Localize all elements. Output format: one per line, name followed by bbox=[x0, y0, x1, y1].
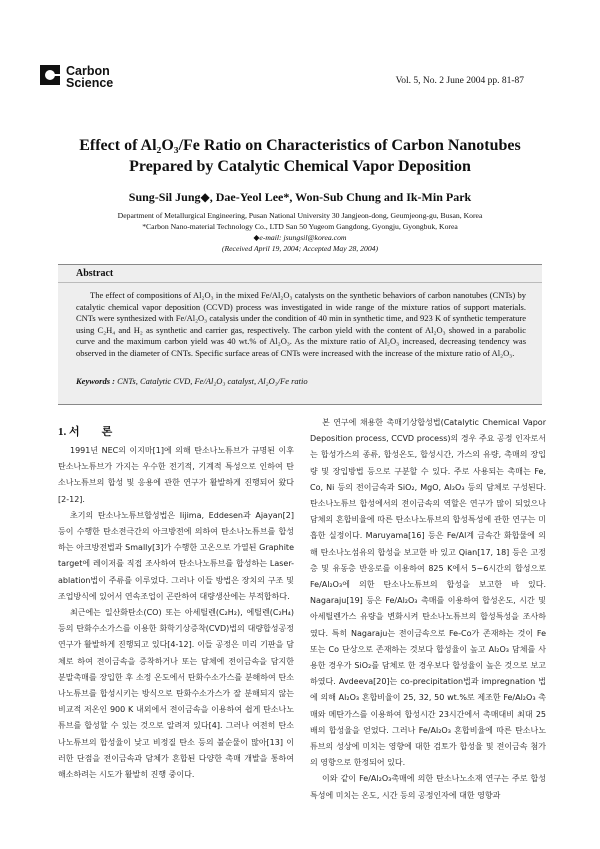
affiliation-2: *Carbon Nano-material Technology Co., LTD San 50 Yugeom Gangdong, Gyongju, Gyongbuk, Korea bbox=[142, 222, 458, 231]
abstract-bottom-rule bbox=[58, 404, 542, 405]
section-heading-introduction: 1. 서 론 bbox=[58, 426, 113, 438]
abstract-top-rule bbox=[58, 264, 542, 265]
body-paragraph: 이와 같이 Fe/Al₂O₃촉매에 의한 탄소나노소재 연구는 주로 합성특성에 미치는 온도, 시간 등의 공정인자에 대한 영향과 bbox=[310, 774, 546, 800]
body-paragraph: 최근에는 일산화탄소(CO) 또는 아세틸렌(C₂H₂), 에틸렌(C₂H₄) 등의 탄화수소가스를 이용한 화학기상증착(CVD)법의 대량합성공정연구가 활발하게 진행되고 있다[4-12]. 이들 공정은 미리 기판을 담체로 하여 전이금속을 증착하거나 또는 담체에 전이금속을 담지한 분말촉매를 장입한 후 소정 온도에서 탄화수소가스를 분해하여 탄소나노튜브를 합성시키는 방식으로 탄화수소가스가 잘 분해되지 않는 비교적 저온인 900 K 내외에서 전이금속을 이용하여 쉽게 탄소나노튜브를 합성할 수 있는 것으로 알려져 있다[4]. 그러나 여전히 탄소나노튜브의 합성율이 낮고 비정질 탄소 등의 불순물이 많아[13] 이러한 단점을 전이금속과 담체가 혼합된 다양한 촉매 개발을 통하여 해소하려는 시도가 활발히 진행 중이다. bbox=[58, 608, 294, 780]
abstract-heading-rule bbox=[58, 282, 542, 283]
keywords-list: CNTs, Catalytic CVD, Fe/Al₂O₃ catalyst, Al₂O₃/Fe ratio bbox=[114, 376, 308, 386]
journal-logo bbox=[40, 65, 113, 89]
title-line-1: Effect of Al₂O₃/Fe Ratio on Characteristics of Carbon Nanotubes bbox=[79, 137, 521, 154]
author-list: Sung-Sil Jung◆, Dae-Yeol Lee*, Won-Sub Chung and Ik-Min Park bbox=[128, 190, 472, 204]
received-dates: (Received April 19, 2004; Accepted May 28, 2004) bbox=[221, 244, 379, 253]
title-line-2: Prepared by Catalytic Chemical Vapor Deposition bbox=[129, 158, 471, 175]
body-column-right bbox=[310, 415, 546, 804]
body-column-left bbox=[58, 443, 294, 783]
abstract-text: The effect of compositions of Al₂O₃ in the mixed Fe/Al₂O₃ catalysts on the synthetic behaviors of carbon nanotubes (CNTs) by catalytic chemical vapor deposition (CCVD) process was investigated in wide range of the mixture ratios of support materials. CNTs were synthesized with Fe/Al₂O₃ catalysis under the condition of 40 min in synthetic time, and 923 K of synthetic temperature using C₂H₄ and H₂ as synthetic and carrier gas, respectively. The carbon yield with the content of Al₂O₃ showed in a parabolic curve and the maximum carbon yield was 40 wt.% of Al₂O₃. As the mixture ratio of Al₂O₃ increased, decreasing tendency was observed in the diameter of CNTs. Specific surface areas of CNTs were increased with the increase of the mixture ratio of Al₂O₃. bbox=[76, 290, 526, 358]
body-paragraph: 1991년 NEC의 이지마[1]에 의해 탄소나노튜브가 규명된 이후 탄소나노튜브가 가지는 우수한 전기적, 기계적 특성으로 인하여 탄소나노튜브의 합성 및 응용에 관한 연구가 활발하게 진행되어 왔다[2-12]. bbox=[58, 446, 294, 504]
contact-email: ◆e-mail: jsungsil@korea.com bbox=[253, 233, 347, 242]
carbon-science-logo-icon bbox=[40, 65, 60, 85]
keywords bbox=[76, 376, 526, 386]
journal-name-line1: Carbon bbox=[66, 64, 110, 78]
abstract-heading: Abstract bbox=[76, 268, 114, 279]
body-paragraph: 초기의 탄소나노튜브합성법은 Iijima, Eddesen과 Ajayan[2] 등이 수행한 탄소전극간의 아크방전에 의하여 탄소나노튜브를 합성하는 아크방전법과 Smally[3]가 수행한 고온으로 가열된 Graphite target에 레이저를 직접 조사하여 탄소나노튜브를 합성하는 Laser-ablation법이 주류를 이루었다. 그러나 이들 방법은 장치의 구조 및 조업방식에 있어서 연속조업이 곤란하여 대량생산에는 부적합하다. bbox=[58, 510, 294, 601]
keywords-label: Keywords : bbox=[76, 376, 115, 386]
journal-name-line2: Science bbox=[66, 76, 114, 90]
journal-reference: Vol. 5, No. 2 June 2004 pp. 81-87 bbox=[395, 76, 524, 86]
body-paragraph: 본 연구에 채용한 촉매기상합성법(Catalytic Chemical Vapor Deposition process, CCVD process)의 경우 주요 공정 인자로서는 합성가스의 종류, 합성온도, 합성시간, 가스의 유량, 촉매의 장입량 및 장입방법 등으로 구분할 수 있다. 주로 사용되는 촉매는 Fe, Co, Ni 등의 전이금속과 SiO₂, MgO, Al₂O₃ 등의 담체로 구성된다. 탄소나노튜브 합성에서의 전이금속의 역할은 연구가 많이 되었으나 담체의 혼합비율에 따른 탄소나노튜브의 합성특성에 관한 연구는 미흡한 실정이다. Maruyama[16] 등은 Fe/Al계 금속간 화합물에 의해 탄소나노섬유의 합성을 보고한 바 있고 Qian[17, 18] 등은 고정층 및 유동층 반응로를 이용하여 825 K에서 5~6시간의 합성으로 Fe/Al₂O₃에 의한 탄소나노튜브의 합성을 보고한 바 있다. Nagaraju[19] 등은 Fe/Al₂O₃ 촉매를 이용하여 합성온도, 시간 및 아세틸렌가스 유량을 변화시켜 탄소나노튜브의 합성특성을 조사하였다. 특히 Nagaraju는 전이금속으로 Fe-Co가 존재하는 것이 Fe 또는 Co 단상으로 존재하는 것보다 합성율이 높고 Al₂O₃ 담체를 사용한 경우가 SiO₂를 담체로 한 경우보다 합성율이 높은 것으로 보고하였다. Avdeeva[20]는 co-precipitation법과 impregnation 법에 의해 Al₂O₃ 혼합비율이 25, 32, 50 wt.%로 제조한 Fe/Al₂O₃ 촉매와 메탄가스를 이용하여 합성시간 23시간에서 촉매대비 최대 25배의 합성율을 얻었다. 그러나 Fe/Al₂O₃ 혼합비율에 따른 탄소나노튜브의 성상에 미치는 영향에 대한 검토가 합성율 및 전이금속 첨가의 영향으로 한정되어 있다. bbox=[310, 418, 546, 768]
journal-name bbox=[66, 65, 113, 89]
affiliation-1: Department of Metallurgical Engineering, Pusan National University 30 Jangjeon-dong, Geumjeong-gu, Busan, Korea bbox=[117, 211, 483, 220]
article-title bbox=[40, 135, 560, 177]
